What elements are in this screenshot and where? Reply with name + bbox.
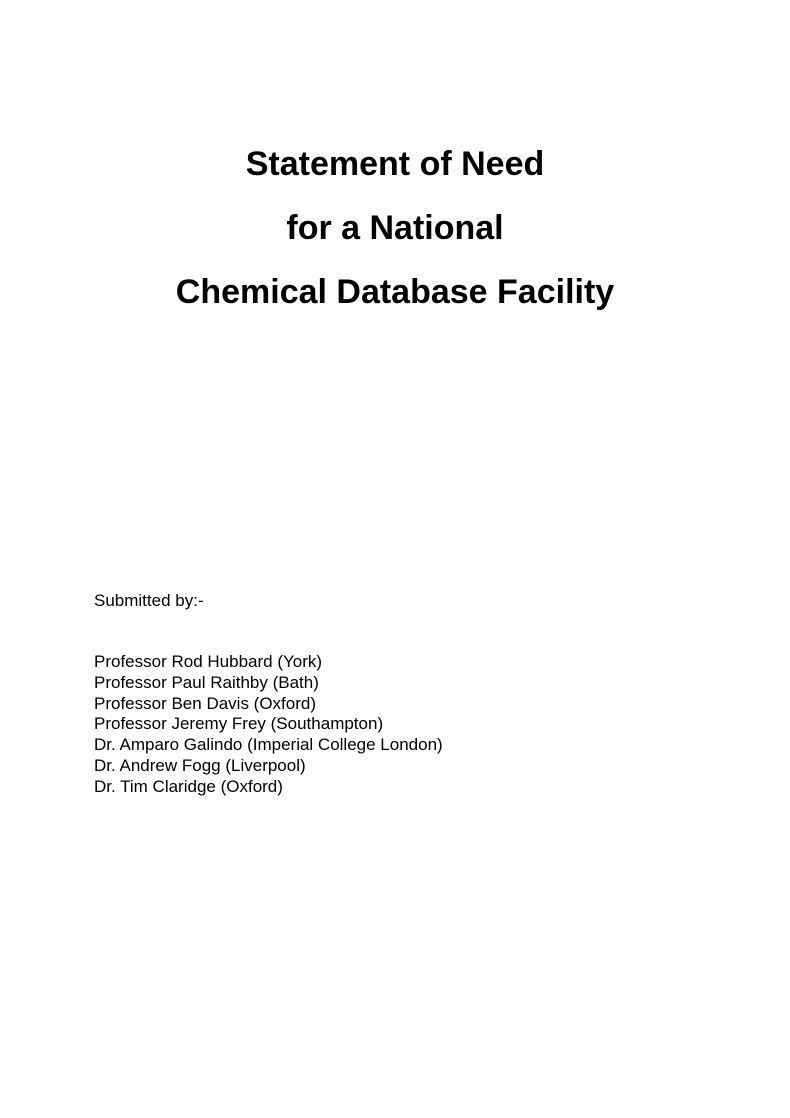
author-item: Dr. Tim Claridge (Oxford) [94,776,283,796]
author-item: Dr. Andrew Fogg (Liverpool) [94,755,306,775]
title-line-2: for a National [286,209,504,247]
author-item: Professor Ben Davis (Oxford) [94,693,317,713]
author-item: Professor Jeremy Frey (Southampton) [94,714,384,734]
author-list [94,652,443,798]
title-line-1: Statement of Need [245,145,545,183]
author-item: Dr. Amparo Galindo (Imperial College London) [94,735,443,755]
author-item: Professor Paul Raithby (Bath) [94,672,319,692]
author-item: Professor Rod Hubbard (York) [94,652,323,671]
submitted-by-label: Submitted by:- [94,591,204,610]
document-title [0,132,790,324]
title-line-3: Chemical Database Facility [175,273,615,311]
